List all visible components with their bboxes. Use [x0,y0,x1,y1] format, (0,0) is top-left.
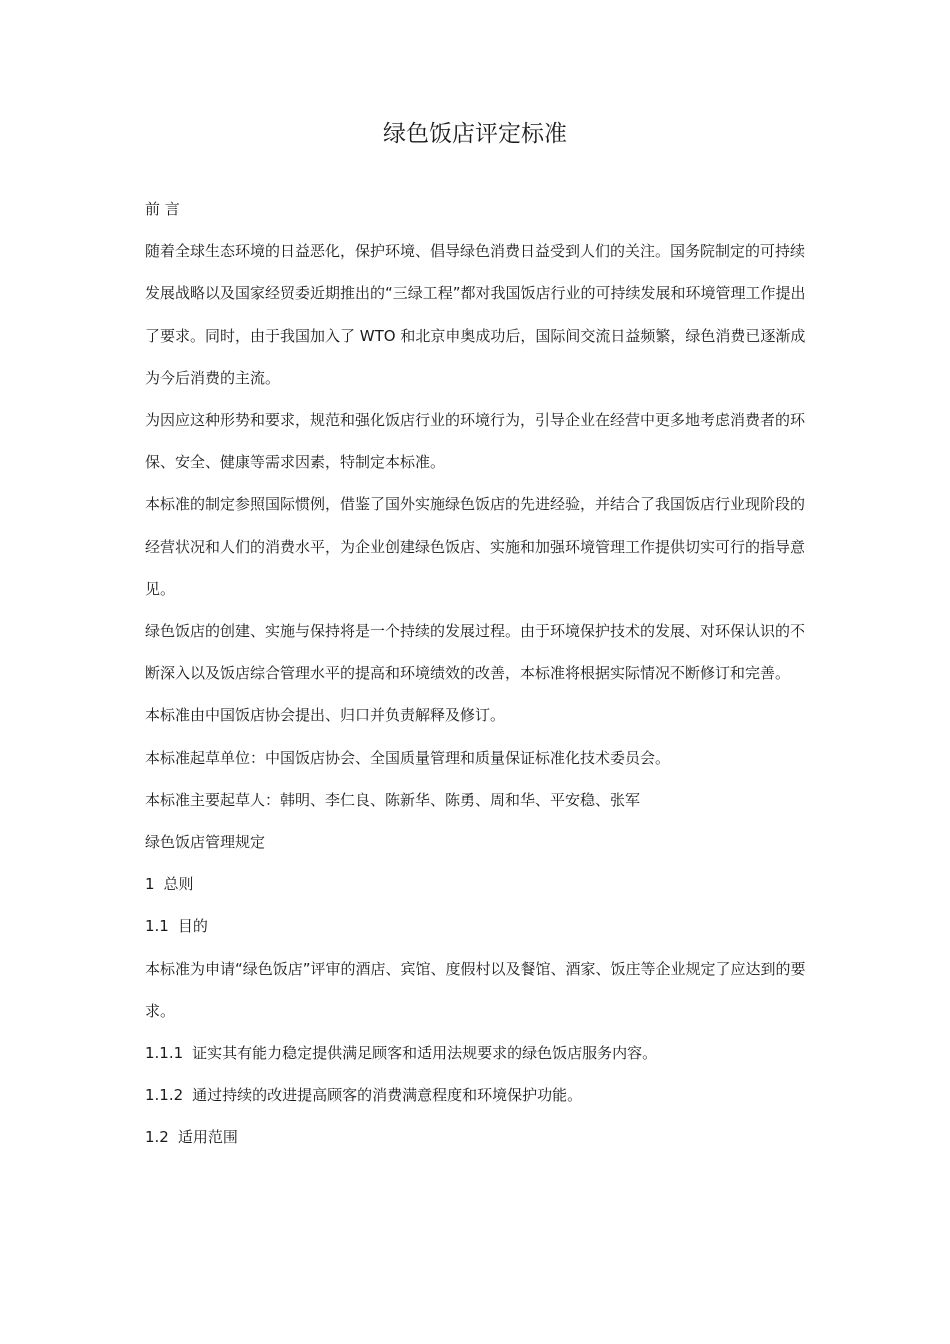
paragraph: 本标准的制定参照国际惯例，借鉴了国外实施绿色饭店的先进经验，并结合了我国饭店行业现阶段的经营状况和人们的消费水平，为企业创建绿色饭店、实施和加强环境管理工作提供切实可行的指导意见。 [145,495,806,598]
document-title: 绿色饭店评定标准 [383,121,567,147]
section-number: 1.1.2 [145,1086,184,1105]
section-number: 1.2 [145,1128,169,1147]
preface-heading: 前 言 [145,200,180,218]
section-heading: 1.1 目的 [145,917,208,936]
clause: 1.1.2 通过持续的改进提高顾客的消费满意程度和环境保护功能。 [145,1086,583,1105]
section-number: 1.1 [145,917,169,936]
section-heading: 1 总则 [145,875,194,894]
paragraph: 绿色饭店的创建、实施与保持将是一个持续的发展过程。由于环境保护技术的发展、对环保认识的不断深入以及饭店综合管理水平的提高和环境绩效的改善，本标准将根据实际情况不断修订和完善。 [145,622,806,683]
section-number: 1.1.1 [145,1044,184,1063]
paragraph: 随着全球生态环境的日益恶化，保护环境、倡导绿色消费日益受到人们的关注。国务院制定的可持续发展战略以及国家经贸委近期推出的“三绿工程”都对我国饭店行业的可持续发展和环境管理工作提出了要求。同时，由于我国加入了 WTO 和北京申奥成功后，国际间交流日益频繁，绿色消费已逐渐成为今后消费的主流。 [145,242,806,387]
section-heading: 绿色饭店管理规定 [145,833,266,852]
section-number: 1 [145,875,155,894]
paragraph: 为因应这种形势和要求，规范和强化饭店行业的环境行为，引导企业在经营中更多地考虑消费者的环保、安全、健康等需求因素，特制定本标准。 [145,411,806,472]
paragraph: 本标准主要起草人：韩明、李仁良、陈新华、陈勇、周和华、平安稳、张军 [145,790,641,809]
clause: 1.1.1 证实其有能力稳定提供满足顾客和适用法规要求的绿色饭店服务内容。 [145,1044,658,1063]
paragraph: 本标准由中国饭店协会提出、归口并负责解释及修订。 [145,706,506,725]
paragraph: 本标准为申请“绿色饭店”评审的酒店、宾馆、度假村以及餐馆、酒家、饭庄等企业规定了应达到的要求。 [145,959,806,1020]
paragraph: 本标准起草单位：中国饭店协会、全国质量管理和质量保证标准化技术委员会。 [145,748,671,767]
section-heading: 1.2 适用范围 [145,1128,238,1147]
document-body [145,188,810,1159]
